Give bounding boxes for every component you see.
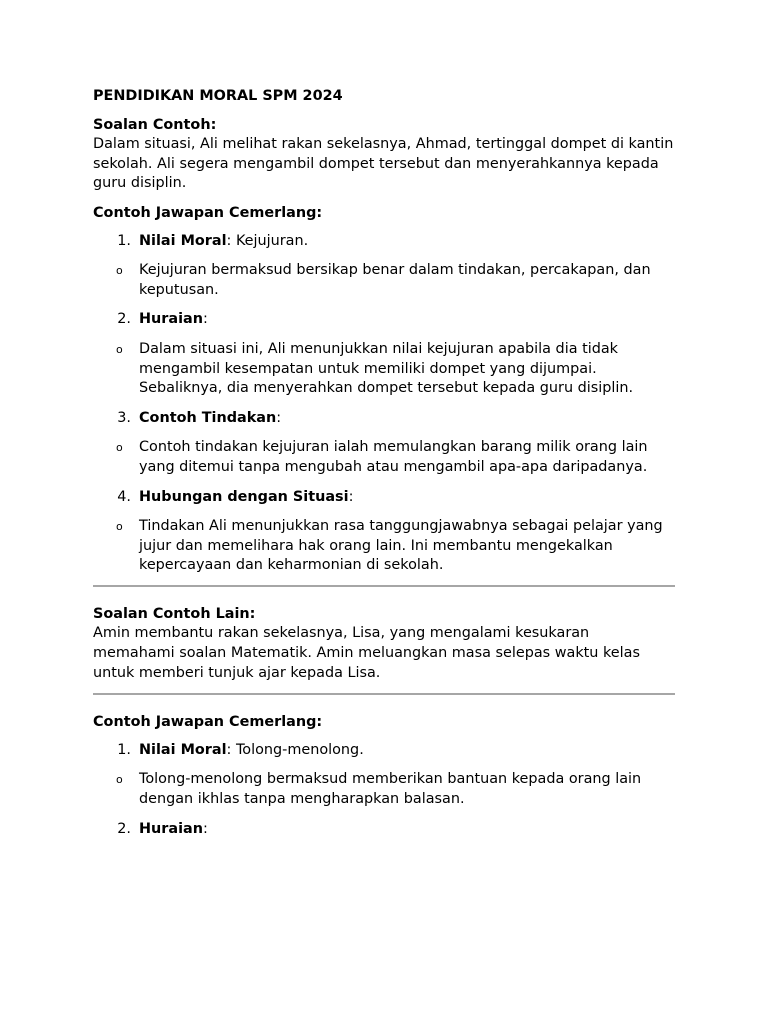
item-heading: Huraian xyxy=(139,311,203,328)
question-1 xyxy=(93,116,675,194)
answer-2-label: Contoh Jawapan Cemerlang: xyxy=(93,714,323,731)
question-1-text: Dalam situasi, Ali melihat rakan sekelasnya, Ahmad, tertinggal dompet di kantin sekolah. Ali segera mengambil dompet tersebut dan menyerahkannya kepada guru disiplin. xyxy=(93,136,674,192)
answer-1-label: Contoh Jawapan Cemerlang: xyxy=(93,204,323,221)
bullet-icon: o xyxy=(116,264,123,278)
item-heading: Contoh Tindakan xyxy=(139,409,277,426)
sub-bullet: o Contoh tindakan kejujuran ialah memulangkan barang milik orang lain yang ditemui tanpa mengubah atau mengambil apa-apa daripadanya. xyxy=(116,439,648,475)
item-heading: Huraian xyxy=(139,820,203,837)
answer-1-list xyxy=(93,232,675,576)
sub-bullet: o Tolong-menolong bermaksud memberikan bantuan kepada orang lain dengan ikhlas tanpa mengharapkan balasan. xyxy=(116,771,642,808)
bullet-icon: o xyxy=(116,441,123,455)
bullet-icon: o xyxy=(116,773,123,787)
list-item: 3. Contoh Tindakan: o Contoh tindakan kejujuran ialah memulangkan barang milik orang lain yang ditemui tanpa mengubah atau mengambil apa-apa daripadanya. xyxy=(93,409,675,478)
list-item: 1. Nilai Moral: Kejujuran. o Kejujuran bermaksud bersikap benar dalam tindakan, percakapan, dan keputusan. xyxy=(93,232,675,301)
item-heading: Nilai Moral xyxy=(139,741,227,758)
question-2-text: Amin membantu rakan sekelasnya, Lisa, yang mengalami kesukaran memahami soalan Matematik. Amin meluangkan masa selepas waktu kelas untuk memberi tunjuk ajar kepada Lisa. xyxy=(93,625,640,681)
horizontal-divider xyxy=(93,585,675,587)
list-item: 1. Nilai Moral: Tolong-menolong. o Tolong-menolong bermaksud memberikan bantuan kepada orang lain dengan ikhlas tanpa mengharapkan balasan. xyxy=(93,741,675,810)
bullet-icon: o xyxy=(116,520,123,534)
question-1-label: Soalan Contoh: xyxy=(93,116,217,133)
document-title: PENDIDIKAN MORAL SPM 2024 xyxy=(93,88,343,104)
question-2-label: Soalan Contoh Lain: xyxy=(93,605,256,622)
sub-bullet: o Kejujuran bermaksud bersikap benar dalam tindakan, percakapan, dan keputusan. xyxy=(116,262,651,298)
document-content xyxy=(93,87,675,849)
sub-bullet: o Dalam situasi ini, Ali menunjukkan nilai kejujuran apabila dia tidak mengambil kesempatan untuk memiliki dompet yang dijumpai. Sebaliknya, dia menyerahkan dompet tersebut kepada guru disiplin. xyxy=(116,340,634,397)
list-item: 4. Hubungan dengan Situasi: o Tindakan Ali menunjukkan rasa tanggungjawabnya sebagai pelajar yang jujur dan memelihara hak orang lain. Ini membantu mengekalkan kepercayaan dan keharmonian di sekolah. xyxy=(93,488,675,576)
bullet-icon: o xyxy=(116,342,123,356)
item-heading: Hubungan dengan Situasi xyxy=(139,488,349,505)
horizontal-divider xyxy=(93,693,675,695)
item-heading: Nilai Moral xyxy=(139,232,227,249)
list-item: 2. Huraian: o Dalam situasi ini, Ali menunjukkan nilai kejujuran apabila dia tidak mengambil kesempatan untuk memiliki dompet yang dijumpai. Sebaliknya, dia menyerahkan dompet tersebut kepada guru disiplin. xyxy=(93,310,675,398)
sub-bullet: o Tindakan Ali menunjukkan rasa tanggungjawabnya sebagai pelajar yang jujur dan memelihara hak orang lain. Ini membantu mengekalkan kepercayaan dan keharmonian di sekolah. xyxy=(116,518,663,574)
question-2 xyxy=(93,605,675,683)
answer-2-list xyxy=(93,741,675,839)
list-item: 2. Huraian: xyxy=(117,820,208,837)
